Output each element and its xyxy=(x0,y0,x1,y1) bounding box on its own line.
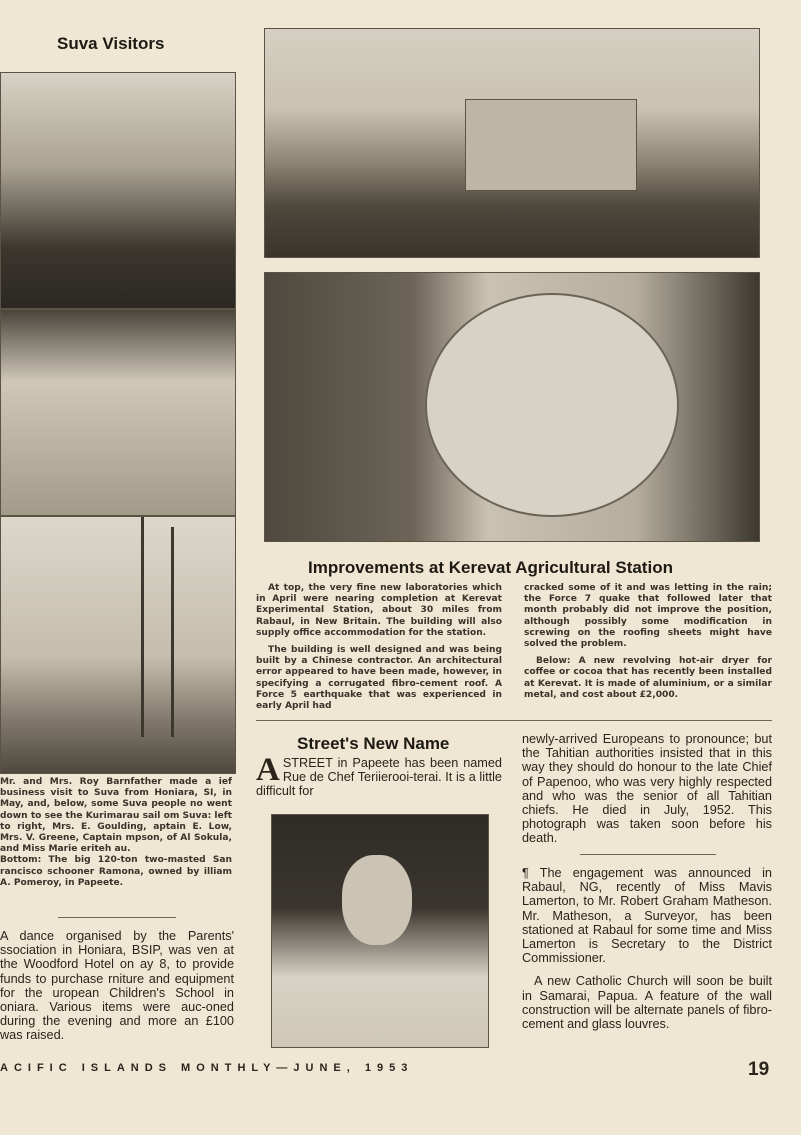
rule-under-kerevat xyxy=(256,720,772,721)
kerevat-col2-para1: cracked some of it and was letting in the rain; the Force 7 quake that followed later that month probably did not improve the position, although possibly some modification in screwing on the roofing sheets might have solved the problem. xyxy=(524,583,772,650)
kerevat-col1-para1: At top, the very fine new laboratories which in April were nearing completion at Kerevat Experimental Station, about 30 miles from Rabaul, in New Britain. The building will also supply office accommodation for the station. xyxy=(256,583,502,638)
street-intro-text: STREET in Papeete has been named Rue de Chef Teriierooi-terai. It is a little difficult for xyxy=(256,756,502,799)
photo-kerevat-laboratories xyxy=(264,28,760,258)
photo-hot-air-dryer xyxy=(264,272,760,542)
suva-caption-para2: Bottom: The big 120-ton two-masted San rancisco schooner Ramona, owned by illiam A. Pomeroy, in Papeete. xyxy=(0,855,232,888)
rule-under-caption xyxy=(58,917,176,918)
rule-right-column xyxy=(580,854,716,855)
street-continued-text: newly-arrived Europeans to pronounce; but the Tahitian authorities insisted that in this way they should do honour to the late Chief of Papenoo, who was very highly respected and who was the senior of all Tahitian chiefs. He died in July, 1952. This photograph was taken soon before his death. xyxy=(522,732,772,846)
engagement-note: ¶ The engagement was announced in Rabaul, NG, recently of Miss Mavis Lamerton, to Mr. Robert Graham Matheson. Mr. Matheson, a Surveyor, has been stationed at Rabaul for some time and Miss Lamerton is Secretary to the District Commissioner. xyxy=(522,866,772,966)
photo-tahitian-chief xyxy=(271,814,489,1048)
street-intro-paragraph xyxy=(256,752,502,799)
running-footer: ACIFIC ISLANDS MONTHLY—JUNE, 1953 xyxy=(0,1062,414,1074)
notes-block xyxy=(522,866,772,1040)
photo-barnfather-couple xyxy=(0,72,236,309)
honiara-dance-paragraph xyxy=(0,929,234,1052)
church-note: A new Catholic Church will soon be built in Samarai, Papua. A feature of the wall construction will be alternate panels of fibro-cement and glass louvres. xyxy=(522,974,772,1032)
suva-visitors-caption xyxy=(0,777,232,895)
photo-schooner-ramona xyxy=(0,516,236,774)
kerevat-col2-para2: Below: A new revolving hot-air dryer for coffee or cocoa that has recently been installed at Kerevat. It is made of aluminium, or a similar metal, and cost about £2,000. xyxy=(524,656,772,700)
suva-caption-para1: Mr. and Mrs. Roy Barnfather made a ief business visit to Suva from Honiara, SI, in May, and, below, some Suva people no went down to see the Kurimarau sail om Suva: left to right, Mrs. E. Goulding, aptain E. Low, Mrs. V. Greene, Captain mpson, of Al Sokula, and Miss Marie eriteh au. xyxy=(0,777,232,855)
kerevat-text-col1 xyxy=(256,583,502,718)
photo-suva-group xyxy=(0,309,236,516)
kerevat-col1-para2: The building is well designed and was being built by a Chinese contractor. An architectural error appeared to have been made, however, in specifying a corrugated fibro-cement roof. A Force 5 earthquake that was experienced in early April had xyxy=(256,645,502,712)
street-drop-cap: A xyxy=(256,752,280,788)
honiara-dance-text: A dance organised by the Parents' ssociation in Honiara, BSIP, was ven at the Woodford Hotel on ay 8, to provide funds to purchase rniture and equipment for the uropean Children's School in oniara. Various items were auc-oned during the evening and more an £100 was raised. xyxy=(0,929,234,1043)
kerevat-article-title: Improvements at Kerevat Agricultural Station xyxy=(308,558,673,577)
street-continued-paragraph xyxy=(522,732,772,855)
page-number: 19 xyxy=(748,1059,770,1080)
kerevat-text-col2 xyxy=(524,583,772,707)
section-title-suva-visitors: Suva Visitors xyxy=(57,34,165,53)
street-article-title: Street's New Name xyxy=(297,734,450,753)
